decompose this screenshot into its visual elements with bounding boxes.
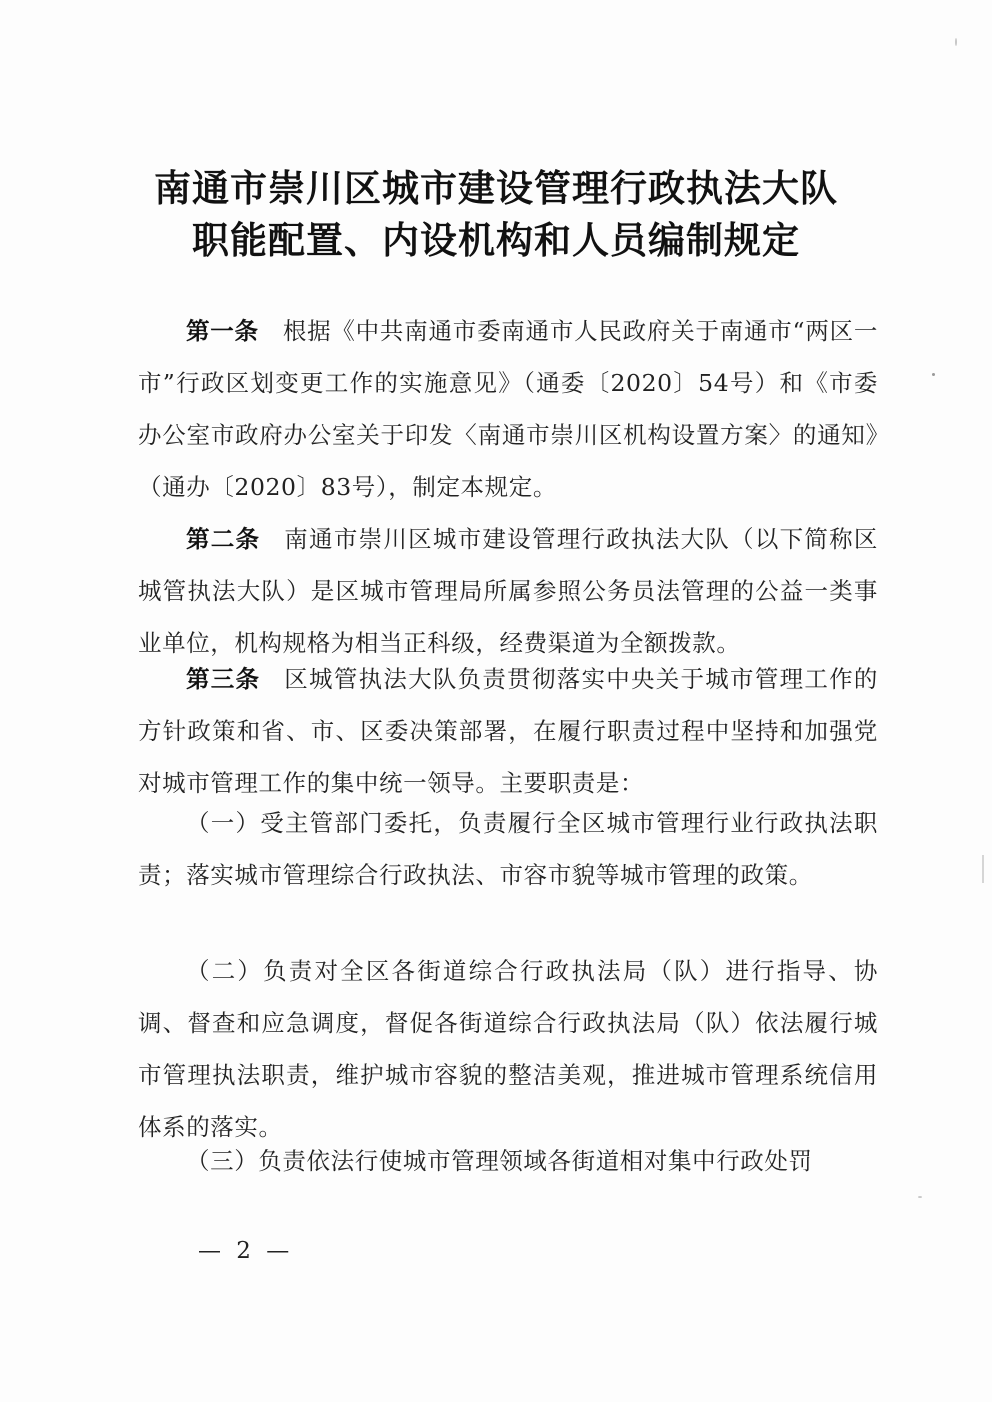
scan-speck <box>982 855 984 883</box>
document-title-line-1: 南通市崇川区城市建设管理行政执法大队 <box>154 166 838 210</box>
duty-item-2: （二）负责对全区各街道综合行政执法局（队）进行指导、协调、督查和应急调度，督促各街道综合行政执法局（队）依法履行城市管理执法职责，维护城市容貌的整洁美观，推进城市管理系统信用体系的落实。 <box>138 957 878 1141</box>
article-2-text: 南通市崇川区城市建设管理行政执法大队（以下简称区城管执法大队）是区城市管理局所属参照公务员法管理的公益一类事业单位，机构规格为相当正科级，经费渠道为全额拨款。 <box>138 525 878 657</box>
article-1 <box>138 305 878 513</box>
article-1-label: 第一条 <box>186 317 259 345</box>
article-3-text: 区城管执法大队负责贯彻落实中央关于城市管理工作的方针政策和省、市、区委决策部署，在履行职责过程中坚持和加强党对城市管理工作的集中统一领导。主要职责是： <box>138 665 878 797</box>
article-2-label: 第二条 <box>186 525 261 553</box>
article-1-text: 根据《中共南通市委南通市人民政府关于南通市“两区一市”行政区划变更工作的实施意见》（通委〔2020〕54号）和《市委办公室市政府办公室关于印发〈南通市崇川区机构设置方案〉的通知》（通办〔2020〕83号），制定本规定。 <box>138 317 878 501</box>
scan-speck <box>932 373 935 376</box>
article-3-label: 第三条 <box>186 665 261 693</box>
duty-item-3: （三）负责依法行使城市管理领域各街道相对集中行政处罚 <box>186 1147 813 1175</box>
scan-speck <box>918 1196 922 1198</box>
duty-item-1: （一）受主管部门委托，负责履行全区城市管理行业行政执法职责；落实城市管理综合行政执法、市容市貌等城市管理的政策。 <box>138 809 878 889</box>
page-number: — 2 — <box>198 1238 294 1264</box>
document-title-line-2: 职能配置、内设机构和人员编制规定 <box>192 218 800 262</box>
article-2 <box>138 513 878 669</box>
scan-speck <box>955 38 957 46</box>
article-3 <box>138 653 878 809</box>
